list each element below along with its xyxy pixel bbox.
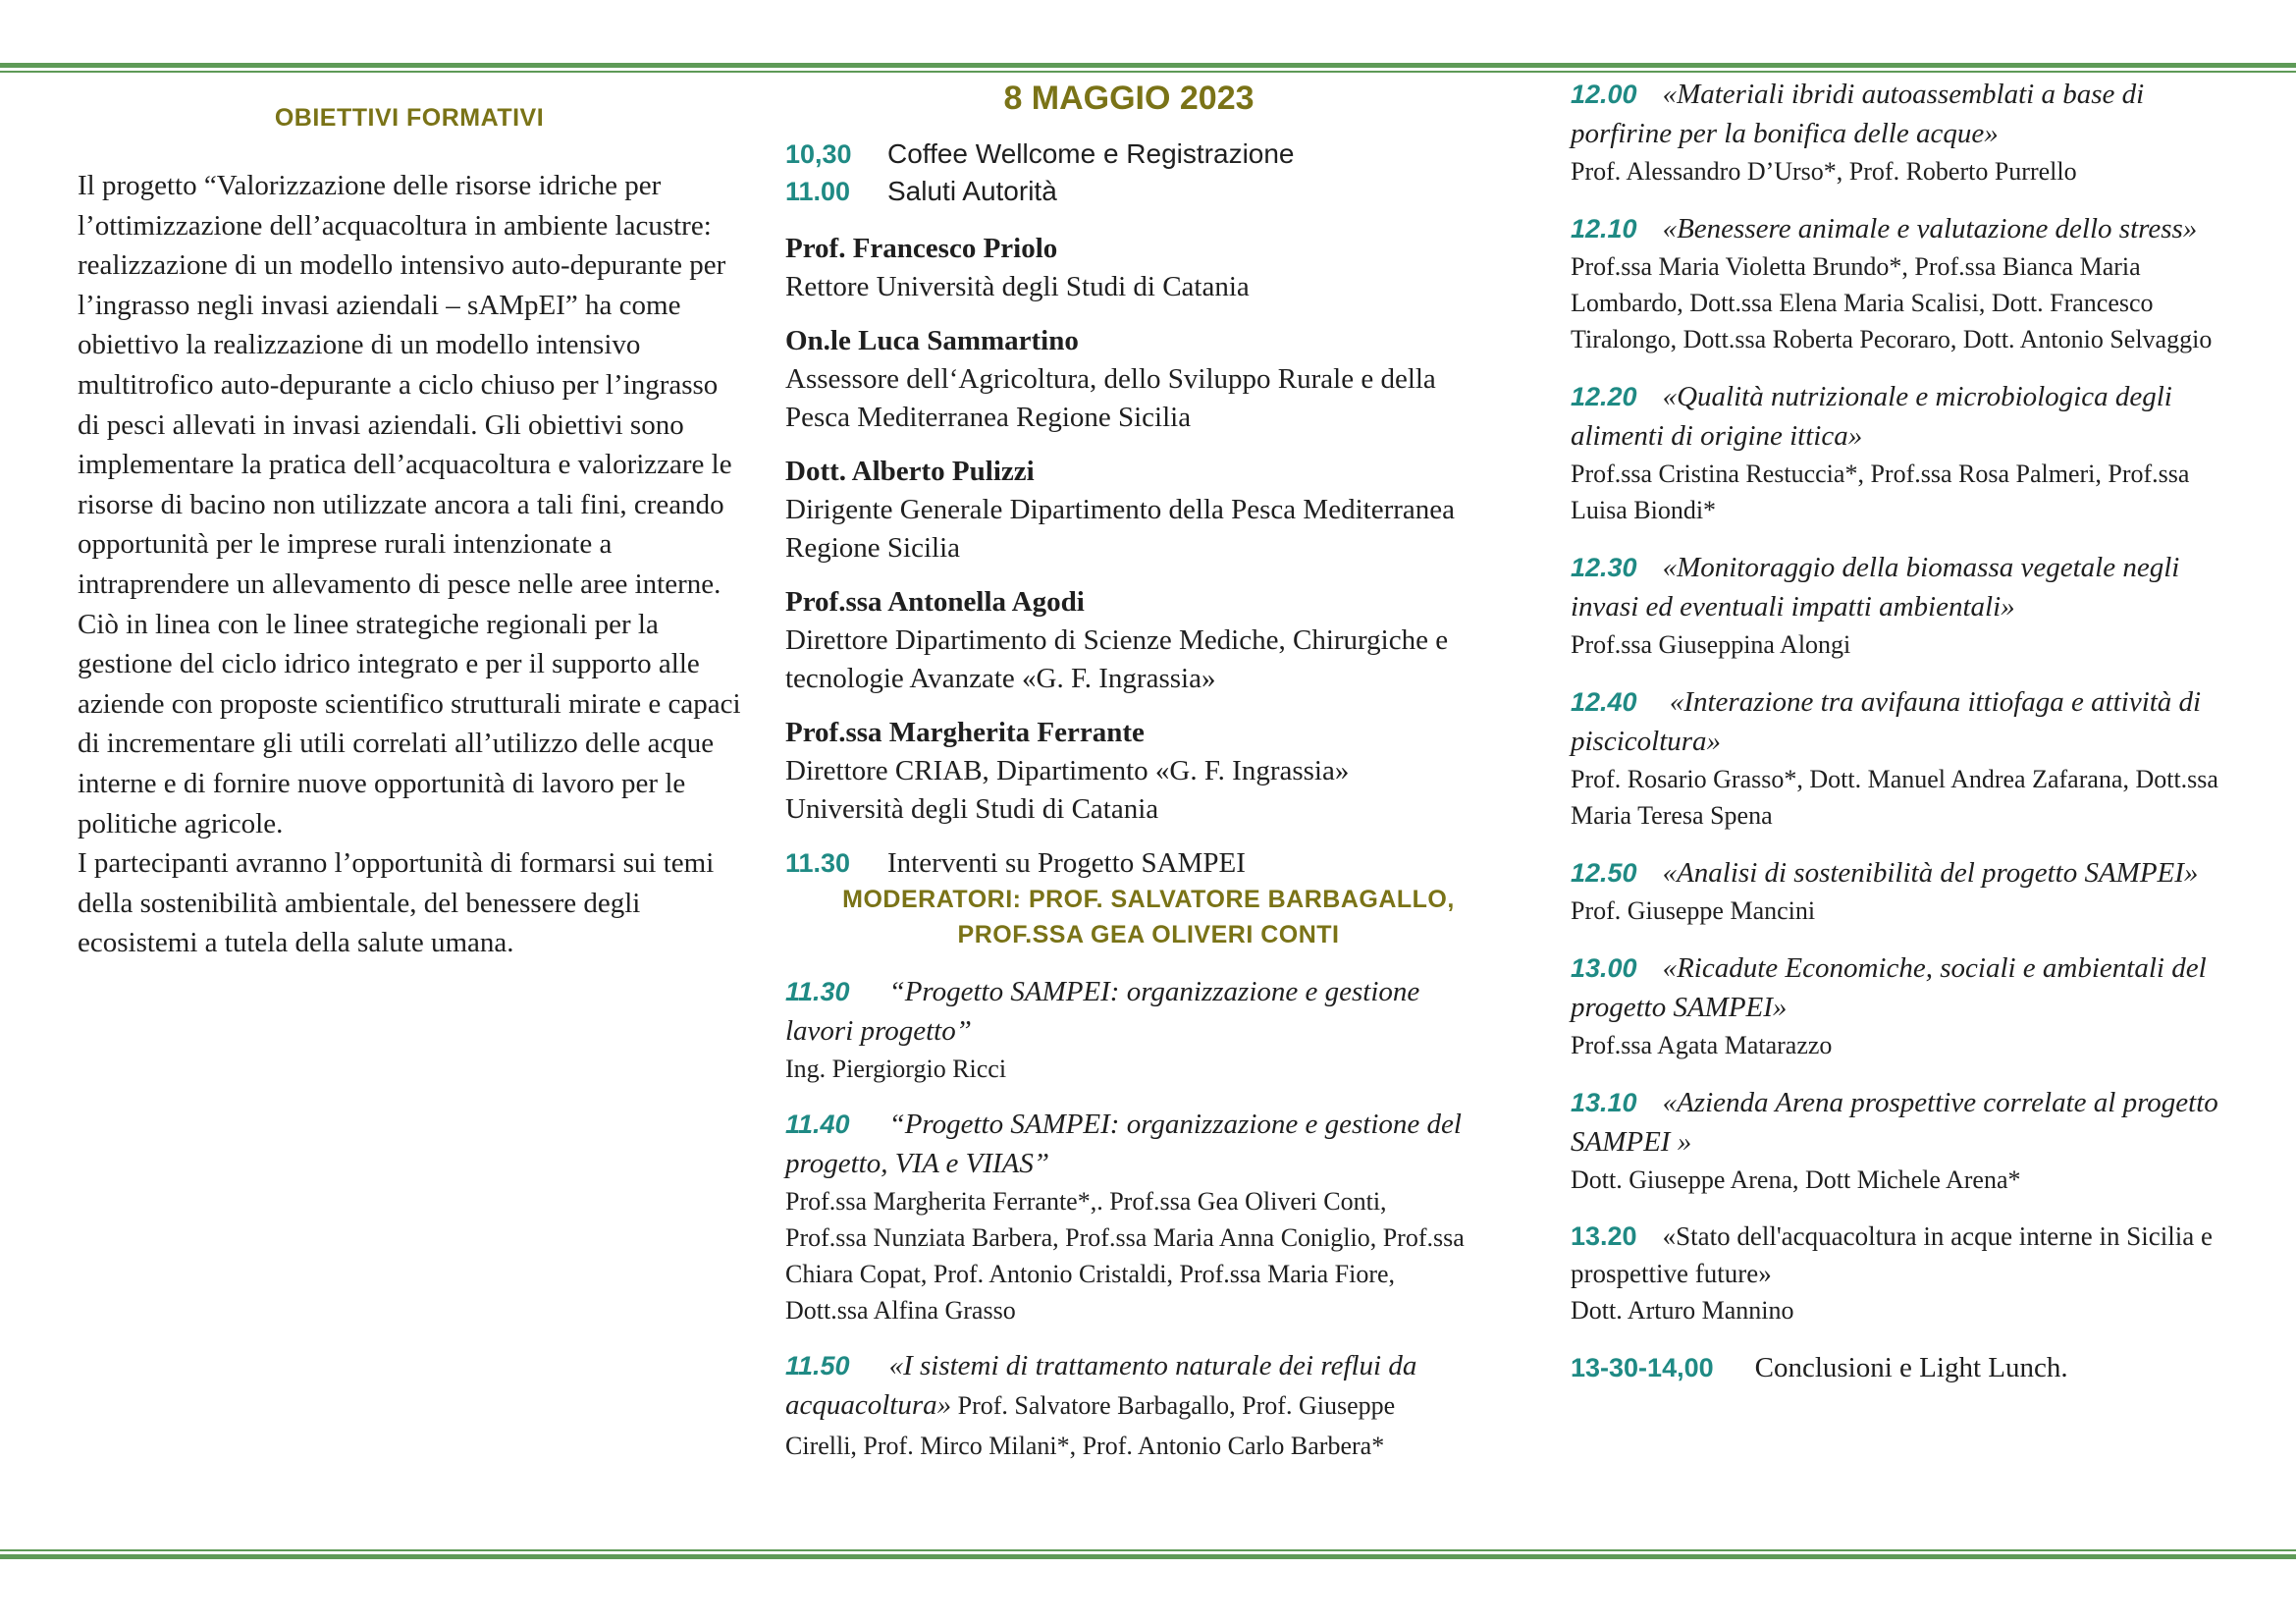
closing-label: Conclusioni e Light Lunch. xyxy=(1754,1352,2068,1383)
talk-title-line xyxy=(1571,548,2230,626)
speaker-role: Direttore Dipartimento di Scienze Mediche, Chirurgiche e tecnologie Avanzate «G. F. Ingrassia» xyxy=(785,624,1449,694)
talk-item xyxy=(1571,209,2230,357)
talk-title-line xyxy=(1571,75,2230,153)
talk-time: 12.10 xyxy=(1571,214,1637,244)
session-label: Interventi su Progetto SAMPEI xyxy=(887,847,1246,879)
talk-item xyxy=(1571,853,2230,929)
talk-title: «Qualità nutrizionale e microbiologica degli alimenti di origine ittica» xyxy=(1571,381,2172,452)
talk-item xyxy=(785,1346,1472,1466)
speaker-name: Prof.ssa Margherita Ferrante xyxy=(785,717,1145,748)
program-column-2 xyxy=(1571,75,2230,1387)
talk-title-line xyxy=(785,1105,1472,1183)
talk-title: “Progetto SAMPEI: organizzazione e gestione lavori progetto” xyxy=(785,976,1420,1047)
talk-title: «Materiali ibridi autoassemblati a base di porfirine per la bonifica delle acque» xyxy=(1571,79,2145,149)
talk-title: “Progetto SAMPEI: organizzazione e gestione del progetto, VIA e VIIAS” xyxy=(785,1109,1462,1179)
talk-title: «Stato dell'acquacoltura in acque interne in Sicilia e prospettive future» xyxy=(1571,1221,2213,1288)
moderators-line: PROF.SSA GEA OLIVERI CONTI xyxy=(957,921,1340,948)
talk-time: 13.20 xyxy=(1571,1221,1637,1251)
talk-time: 13.00 xyxy=(1571,953,1637,983)
speaker-name: Prof.ssa Antonella Agodi xyxy=(785,586,1085,618)
agenda-time: 11.30 xyxy=(785,848,851,878)
agenda-time: 10,30 xyxy=(785,139,852,169)
bottom-divider xyxy=(0,1549,2296,1559)
speaker-block xyxy=(785,714,1472,829)
speaker-block xyxy=(785,322,1472,437)
speaker-role: Direttore CRIAB, Dipartimento «G. F. Ingrassia» Università degli Studi di Catania xyxy=(785,755,1350,825)
talk-item xyxy=(1571,377,2230,528)
agenda-label: Coffee Wellcome e Registrazione xyxy=(887,138,1295,169)
talk-authors: Prof.ssa Cristina Restuccia*, Prof.ssa Rosa Palmeri, Prof.ssa Luisa Biondi* xyxy=(1571,460,2190,524)
talk-time: 12.00 xyxy=(1571,80,1637,109)
talk-time: 12.30 xyxy=(1571,553,1637,582)
speaker-name: Dott. Alberto Pulizzi xyxy=(785,456,1035,487)
closing-time: 13-30-14,00 xyxy=(1571,1353,1714,1382)
talk-time: 11.40 xyxy=(785,1110,850,1139)
speaker-role: Assessore dell‘Agricoltura, dello Sviluppo Rurale e della Pesca Mediterranea Regione Sicilia xyxy=(785,363,1436,433)
talk-title: «Interazione tra avifauna ittiofaga e attività di piscicoltura» xyxy=(1571,686,2202,757)
opening-list xyxy=(785,135,1472,210)
talk-authors: Prof.ssa Agata Matarazzo xyxy=(1571,1031,1833,1059)
session-header xyxy=(785,844,1472,882)
moderators-line: MODERATORI: PROF. SALVATORE BARBAGALLO, xyxy=(842,886,1455,913)
objectives-column xyxy=(78,77,741,963)
talk-title-line xyxy=(1571,1218,2230,1292)
talk-title: «Ricadute Economiche, sociali e ambientali del progetto SAMPEI» xyxy=(1571,952,2207,1023)
top-divider xyxy=(0,63,2296,73)
talk-title-line xyxy=(1571,209,2230,248)
talk-title-line xyxy=(785,1346,1472,1466)
talk-time: 11.50 xyxy=(785,1351,850,1380)
talk-title: «Benessere animale e valutazione dello stress» xyxy=(1662,213,2198,244)
speaker-name: On.le Luca Sammartino xyxy=(785,325,1079,356)
talk-authors: Prof.ssa Margherita Ferrante*,. Prof.ssa Gea Oliveri Conti, Prof.ssa Nunziata Barbera, Prof.ssa Maria Anna Coniglio, Prof.ssa Chiara Copat, Prof. Antonio Cristaldi, Prof.ssa Maria Fiore, Dott.ssa Alfina Grasso xyxy=(785,1187,1465,1325)
speaker-block xyxy=(785,583,1472,698)
talk-title: «I sistemi di trattamento naturale dei reflui da acquacoltura» xyxy=(785,1350,1417,1421)
agenda-item xyxy=(785,135,1472,173)
talk-time: 12.50 xyxy=(1571,858,1637,888)
talk-item xyxy=(1571,682,2230,834)
speaker-role: Dirigente Generale Dipartimento della Pesca Mediterranea Regione Sicilia xyxy=(785,494,1455,564)
speaker-block xyxy=(785,453,1472,568)
talk-authors: Prof.ssa Maria Violetta Brundo*, Prof.ssa Bianca Maria Lombardo, Dott.ssa Elena Maria Scalisi, Dott. Francesco Tiralongo, Dott.ssa Roberta Pecoraro, Dott. Antonio Selvaggio xyxy=(1571,252,2213,353)
speaker-block xyxy=(785,230,1472,306)
talk-title-line xyxy=(785,972,1472,1051)
agenda-item xyxy=(785,173,1472,210)
talk-authors: Prof. Giuseppe Mancini xyxy=(1571,896,1816,925)
agenda-label: Saluti Autorità xyxy=(887,176,1057,206)
talk-title-line xyxy=(1571,682,2230,761)
talk-time: 12.20 xyxy=(1571,382,1637,411)
talk-authors: Prof. Rosario Grasso*, Dott. Manuel Andrea Zafarana, Dott.ssa Maria Teresa Spena xyxy=(1571,765,2218,830)
talk-authors: Dott. Giuseppe Arena, Dott Michele Arena* xyxy=(1571,1165,2021,1194)
talk-time: 12.40 xyxy=(1571,687,1637,717)
event-date: 8 MAGGIO 2023 xyxy=(1003,80,1255,117)
objectives-paragraph: Il progetto “Valorizzazione delle risorse idriche per l’ottimizzazione dell’acquacoltura in ambiente lacustre: realizzazione di un modello intensivo auto-depurante per l’ingrasso negli invasi aziendali – sAMpEI” ha come obiettivo la realizzazione di un modello intensivo multitrofico auto-depurante a ciclo chiuso per l’ingrasso di pesci allevati in invasi aziendali. Gli obiettivi sono implementare la pratica dell’acquacoltura e valorizzare le risorse di bacino non utilizzate ancora a tali fini, creando opportunità per le imprese rurali intenzionate a intraprendere un allevamento di pesce nelle aree interne. Ciò in linea con le linee strategiche regionali per la gestione del ciclo idrico integrato e per il supporto alle aziende con proposte scientifico strutturali mirate e capaci di incrementare gli utili correlati all’utilizzo delle acque interne e di fornire nuove opportunità di lavoro per le politiche agricole. xyxy=(78,170,741,839)
talk-title: «Monitoraggio della biomassa vegetale negli invasi ed eventuali impatti ambientali» xyxy=(1571,552,2180,623)
talk-item xyxy=(1571,948,2230,1063)
talk-title: «Analisi di sostenibilità del progetto SAMPEI» xyxy=(1662,857,2199,889)
talk-title-line xyxy=(1571,853,2230,893)
talk-item xyxy=(785,1105,1472,1328)
talk-item xyxy=(785,972,1472,1087)
talk-title: «Azienda Arena prospettive correlate al progetto SAMPEI » xyxy=(1571,1087,2218,1158)
talk-title-line xyxy=(1571,1083,2230,1162)
talk-item xyxy=(1571,1083,2230,1198)
closing-item xyxy=(1571,1348,2230,1387)
talk-authors: Ing. Piergiorgio Ricci xyxy=(785,1055,1007,1083)
talk-title-line xyxy=(1571,377,2230,456)
agenda-time: 11.00 xyxy=(785,177,851,206)
objectives-paragraph: I partecipanti avranno l’opportunità di formarsi sui temi della sostenibilità ambientale, del benessere degli ecosistemi a tutela della salute umana. xyxy=(78,847,715,959)
objectives-text xyxy=(78,166,741,963)
moderators xyxy=(785,882,1472,952)
speaker-role: Rettore Università degli Studi di Catania xyxy=(785,271,1250,302)
program-column-1 xyxy=(785,77,1472,1466)
objectives-heading: OBIETTIVI FORMATIVI xyxy=(274,104,545,132)
speaker-name: Prof. Francesco Priolo xyxy=(785,233,1058,264)
talk-authors: Dott. Arturo Mannino xyxy=(1571,1296,1794,1325)
talk-title-line xyxy=(1571,948,2230,1027)
talk-item xyxy=(1571,1218,2230,1328)
talk-authors: Prof.ssa Giuseppina Alongi xyxy=(1571,630,1851,659)
talk-item xyxy=(1571,75,2230,189)
talk-time: 11.30 xyxy=(785,977,850,1006)
talk-item xyxy=(1571,548,2230,663)
talk-time: 13.10 xyxy=(1571,1088,1637,1117)
talk-authors: Prof. Alessandro D’Urso*, Prof. Roberto Purrello xyxy=(1571,157,2077,186)
talk-authors: Prof. Salvatore Barbagallo, Prof. Giuseppe Cirelli, Prof. Mirco Milani*, Prof. Antonio Carlo Barbera* xyxy=(785,1391,1396,1460)
